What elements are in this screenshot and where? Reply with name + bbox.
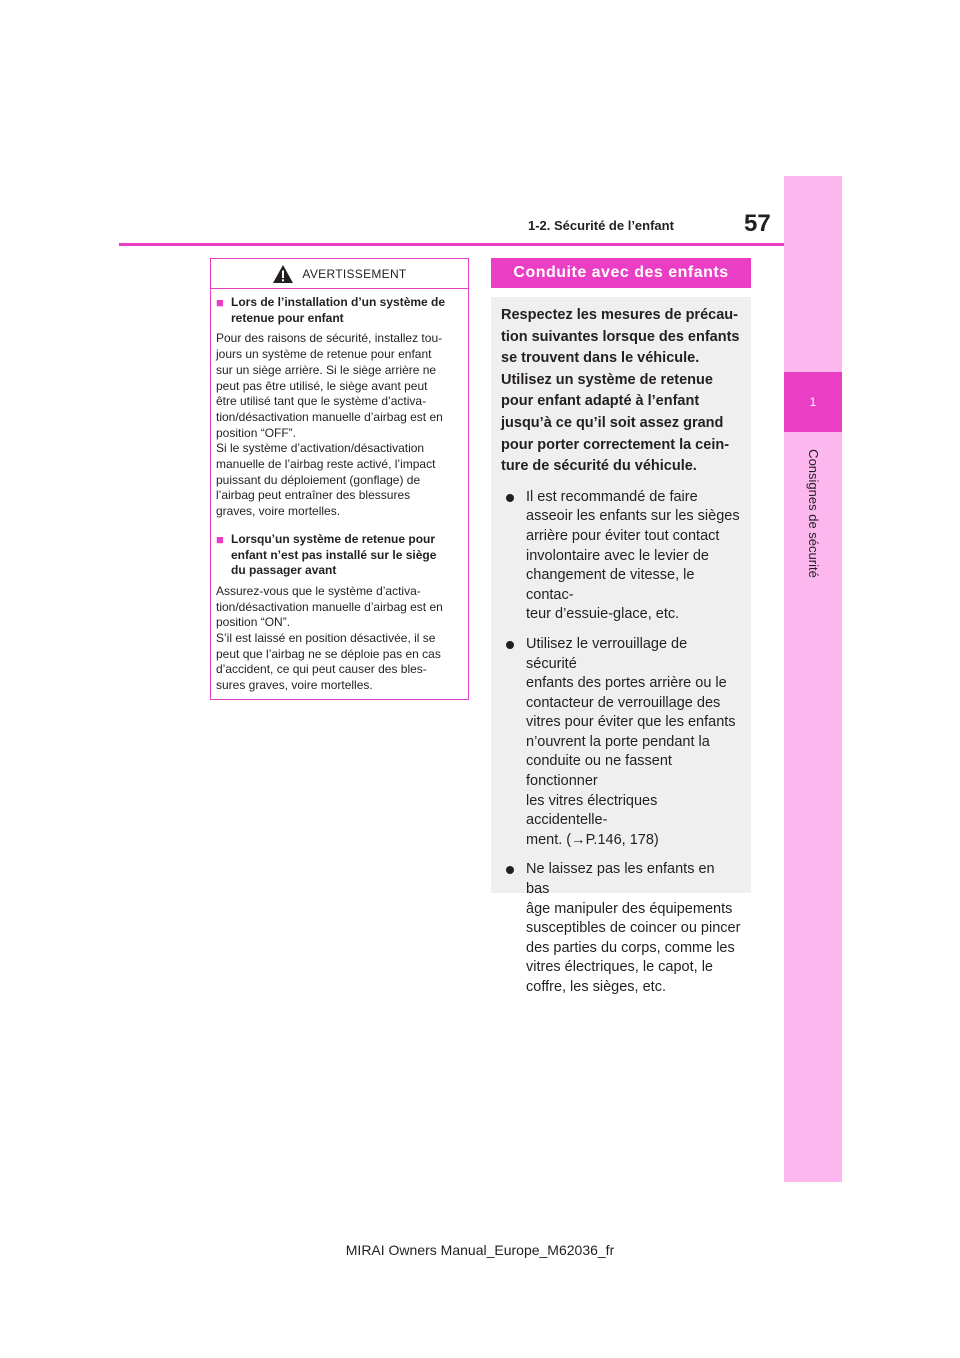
text-line: graves, voire mortelles. [216,504,341,519]
bullet-line: âge manipuler des équipements [526,900,733,917]
square-bullet-icon: ■ [216,295,224,310]
text-line: position “OFF”. [216,425,297,440]
list-item [501,860,741,997]
footer-text: MIRAI Owners Manual_Europe_M62036_fr [345,1242,615,1258]
intro-line: ture de sécurité du véhicule. [501,458,697,475]
bullet-line: conduite ou ne fassent fonctionner [526,753,672,790]
warning-header [211,259,468,289]
intro-line: jusqu’à ce qu’il soit assez grand [501,414,724,431]
bullet-line: teur d’essuie-glace, etc. [526,606,680,623]
text-line: tion/désactivation manuelle d’airbag est en [216,409,443,424]
text-line: d’accident, ce qui peut causer des bles- [216,662,427,677]
warning-body [211,289,468,694]
chapter-title-tab [784,438,842,588]
heading-line: retenue pour enfant [231,310,344,325]
bullet-line: coffre, les sièges, etc. [526,979,666,995]
conduite-section-body [491,297,751,995]
text-line: position “ON”. [216,615,291,630]
page-reference-link[interactable]: ment. (→P.146, 178) [526,831,659,848]
bullet-line: Ne laissez pas les enfants en bas [526,861,715,898]
chapter-number: 1 [809,395,817,409]
text-line: sur un siège arrière. Si le siège arrière ne [216,362,437,377]
bullet-dot-icon [506,641,514,649]
warning-section-heading [216,532,458,579]
chapter-title: Consignes de sécurité [805,448,821,578]
side-tab [784,176,842,1182]
warning-box [210,258,469,700]
intro-line: se trouvent dans le véhicule. [501,350,700,367]
heading-line: du passager avant [231,563,337,578]
bullet-line: Utilisez le verrouillage de sécurité [526,635,688,672]
text-line: tion/désactivation manuelle d’airbag est en [216,599,443,614]
text-line: l’airbag peut entraîner des blessures [216,488,411,503]
conduite-intro [501,305,741,478]
chapter-number-tab[interactable] [784,372,842,432]
bullet-line: n’ouvrent la porte pendant la [526,733,710,750]
bullet-line: changement de vitesse, le contac- [526,567,695,603]
text-line: S’il est laissé en position désactivée, il se [216,631,436,646]
square-bullet-icon: ■ [216,531,224,547]
text-line: Assurez-vous que le système d’activa- [216,583,421,598]
text-line: peut que l’airbag ne se déploie pas en cas [216,646,441,661]
warning-triangle-icon [272,264,294,284]
text-line: jours un système de retenue pour enfant [216,347,432,362]
bullet-line: Il est recommandé de faire [526,488,698,505]
intro-line: Respectez les mesures de précau- [501,307,738,323]
text-line: Pour des raisons de sécurité, installez tou- [216,331,443,346]
text-line: sures graves, voire mortelles. [216,678,373,693]
intro-line: pour porter correctement la cein- [501,436,730,453]
heading-line: enfant n’est pas installé sur le siège [231,547,437,562]
conduite-section-title [491,258,751,288]
warning-section-text [216,331,458,519]
bullet-line: contacteur de verrouillage des [526,694,721,711]
bullet-line: des parties du corps, comme les [526,939,735,956]
bullet-line: vitres électriques, le capot, le [526,959,713,976]
list-item [501,488,741,625]
bullet-line: vitres pour éviter que les enfants [526,714,736,731]
bullet-line: enfants des portes arrière ou le [526,675,727,692]
bullet-line: susceptibles de coincer ou pincer [526,920,741,937]
text-line: peut pas être utilisé, le siège avant peut [216,378,428,393]
text-line: Si le système d’activation/désactivation [216,441,425,456]
intro-line: pour enfant adapté à l’enfant [501,393,700,410]
heading-line: Lors de l’installation d’un système de [231,295,446,309]
warning-section-heading [216,295,458,326]
intro-line: Utilisez un système de retenue [501,371,713,388]
heading-line: Lorsqu’un système de retenue pour [231,531,436,546]
text-line: manuelle de l’airbag reste activé, l’impact [216,457,436,472]
conduite-title-text: Conduite avec des enfants [513,264,729,281]
bullet-line: involontaire avec le levier de [526,547,709,564]
bullet-dot-icon [506,866,514,874]
bullet-line: arrière pour éviter tout contact [526,527,720,544]
bullet-line: les vitres électriques accidentelle- [526,792,658,829]
text-line: puissant du déploiement (gonflage) de [216,472,421,487]
page-number: 57 [744,210,771,237]
intro-line: tion suivantes lorsque des enfants [501,328,740,345]
header-rule [119,243,784,246]
bullet-line: asseoir les enfants sur les sièges [526,508,740,525]
section-title: 1-2. Sécurité de l’enfant [528,218,674,233]
bullet-dot-icon [506,494,514,502]
warning-section-text [216,584,458,694]
list-item [501,635,741,851]
text-line: être utilisé tant que le système d’activa- [216,394,427,409]
warning-title: AVERTISSEMENT [302,266,407,281]
